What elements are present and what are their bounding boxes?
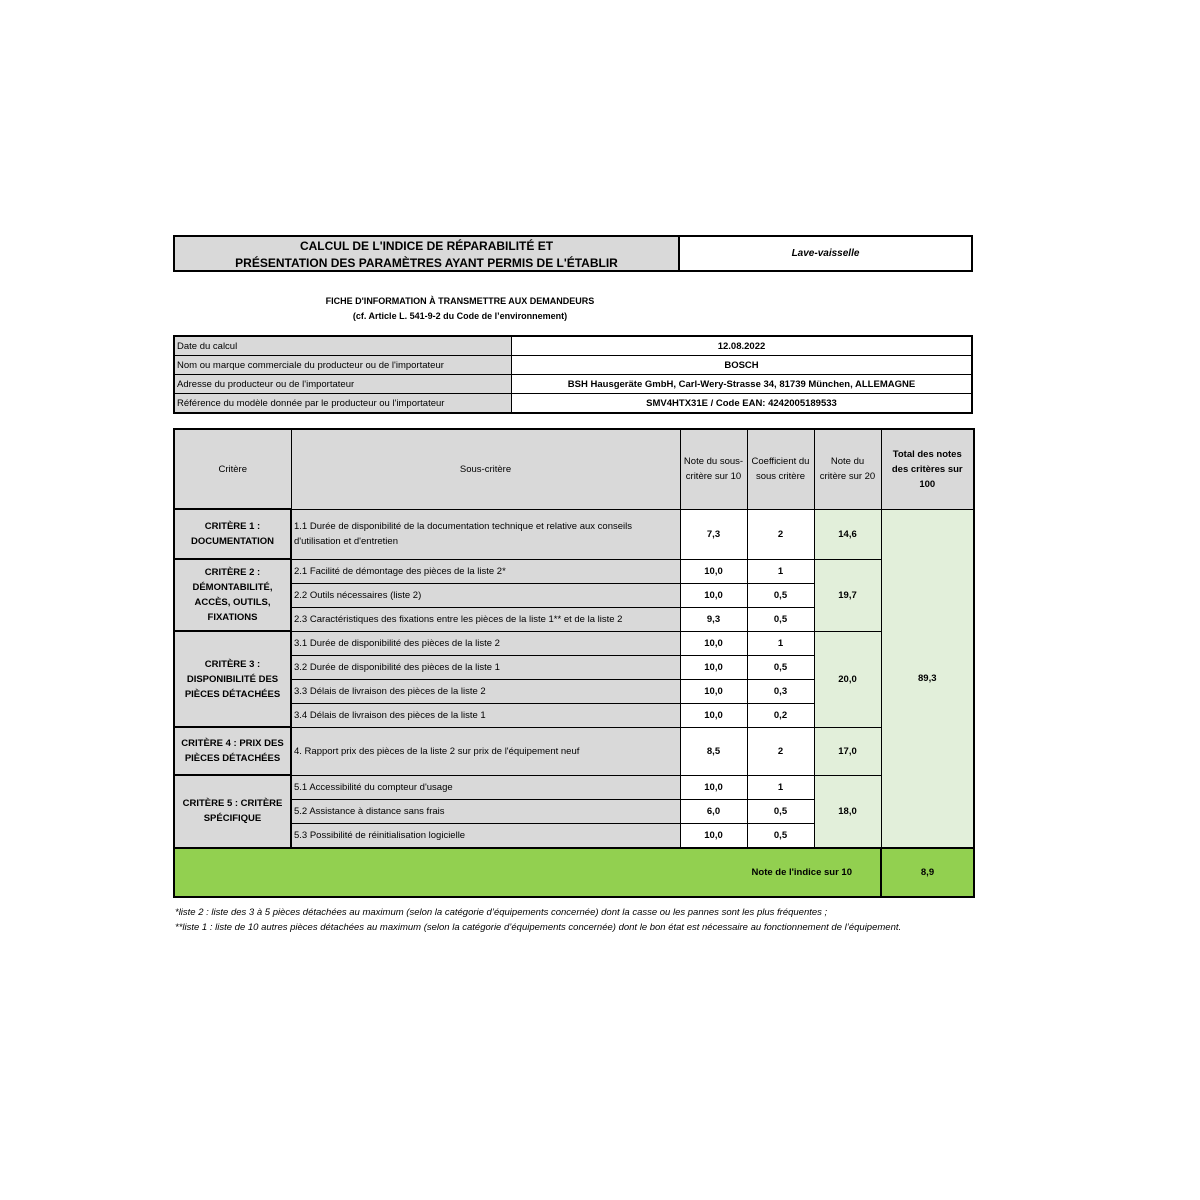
sub-criterion-note: 10,0 — [680, 775, 747, 799]
sub-criterion-note: 10,0 — [680, 631, 747, 655]
sub-criterion-label: 1.1 Durée de disponibilité de la documentation technique et relative aux conseils d'utilisation et d'entretien — [291, 509, 680, 559]
total-100: 89,3 — [881, 509, 974, 848]
criterion-name: CRITÈRE 3 : DISPONIBILITÉ DES PIÈCES DÉTACHÉES — [174, 631, 291, 727]
sub-criterion-coef: 1 — [747, 775, 814, 799]
sub-criterion-coef: 0,5 — [747, 823, 814, 848]
sub-criterion-coef: 2 — [747, 727, 814, 775]
header-coefficient: Coefficient du sous critère — [747, 429, 814, 509]
sub-criterion-note: 10,0 — [680, 583, 747, 607]
sub-criterion-coef: 2 — [747, 509, 814, 559]
header-sous-critere: Sous-critère — [291, 429, 680, 509]
info-label: Date du calcul — [174, 336, 512, 356]
info-label: Référence du modèle donnée par le producteur ou l'importateur — [174, 394, 512, 414]
product-type: Lave-vaisselle — [678, 235, 973, 272]
sub-criterion-note: 10,0 — [680, 703, 747, 727]
criterion-note-20: 20,0 — [814, 631, 881, 727]
sub-criterion-coef: 1 — [747, 559, 814, 583]
sub-criterion-coef: 0,5 — [747, 655, 814, 679]
fiche-line-1: FICHE D'INFORMATION À TRANSMETTRE AUX DEMANDEURS — [325, 296, 595, 306]
table-row — [174, 509, 974, 559]
sub-criterion-label: 4. Rapport prix des pièces de la liste 2 sur prix de l'équipement neuf — [291, 727, 680, 775]
sub-criterion-label: 2.2 Outils nécessaires (liste 2) — [291, 583, 680, 607]
info-row — [174, 394, 972, 414]
criterion-note-20: 17,0 — [814, 727, 881, 775]
info-label: Adresse du producteur ou de l'importateur — [174, 375, 512, 394]
sub-criterion-coef: 1 — [747, 631, 814, 655]
sub-criterion-label: 2.1 Facilité de démontage des pièces de la liste 2* — [291, 559, 680, 583]
final-score-row — [174, 848, 974, 897]
sub-criterion-note: 10,0 — [680, 655, 747, 679]
sub-criterion-note: 8,5 — [680, 727, 747, 775]
sub-criterion-label: 3.3 Délais de livraison des pièces de la liste 2 — [291, 679, 680, 703]
sub-criterion-label: 2.3 Caractéristiques des fixations entre les pièces de la liste 1** et de la liste 2 — [291, 607, 680, 631]
sub-criterion-note: 6,0 — [680, 799, 747, 823]
criterion-name: CRITÈRE 2 : DÉMONTABILITÉ, ACCÈS, OUTILS, FIXATIONS — [174, 559, 291, 631]
sub-criterion-coef: 0,2 — [747, 703, 814, 727]
sub-criterion-label: 3.4 Délais de livraison des pièces de la liste 1 — [291, 703, 680, 727]
criterion-note-20: 14,6 — [814, 509, 881, 559]
title-line-1: CALCUL DE L'INDICE DE RÉPARABILITÉ ET — [299, 239, 554, 253]
sub-criterion-coef: 0,5 — [747, 799, 814, 823]
final-score-value: 8,9 — [881, 848, 974, 897]
footnote-liste-1: **liste 1 : liste de 10 autres pièces détachées au maximum (selon la catégorie d’équipements concernée) dont le bon état est nécessaire au fonctionnement de l’équipement. — [175, 922, 902, 933]
criterion-note-20: 18,0 — [814, 775, 881, 848]
sub-criterion-coef: 0,3 — [747, 679, 814, 703]
header-critere: Critère — [174, 429, 291, 509]
sub-criterion-coef: 0,5 — [747, 583, 814, 607]
table-row — [174, 727, 974, 775]
table-row — [174, 631, 974, 655]
header-note-sur-20: Note du critère sur 20 — [814, 429, 881, 509]
final-score-label: Note de l'indice sur 10 — [174, 848, 881, 897]
sub-criterion-label: 3.2 Durée de disponibilité des pièces de la liste 1 — [291, 655, 680, 679]
fiche-heading — [240, 294, 680, 324]
document-title — [173, 235, 680, 272]
footnote-liste-2: *liste 2 : liste des 3 à 5 pièces détachées au maximum (selon la catégorie d’équipements concernée) dont la casse ou les pannes sont les plus fréquentes ; — [175, 907, 828, 918]
title-line-2: PRÉSENTATION DES PARAMÈTRES AYANT PERMIS DE L'ÉTABLIR — [235, 256, 618, 270]
sub-criterion-coef: 0,5 — [747, 607, 814, 631]
info-value: SMV4HTX31E / Code EAN: 4242005189533 — [512, 394, 973, 414]
sub-criterion-note: 10,0 — [680, 823, 747, 848]
info-table — [173, 335, 973, 414]
sub-criterion-label: 3.1 Durée de disponibilité des pièces de la liste 2 — [291, 631, 680, 655]
info-row — [174, 336, 972, 356]
criterion-note-20: 19,7 — [814, 559, 881, 631]
sub-criterion-label: 5.1 Accessibilité du compteur d'usage — [291, 775, 680, 799]
info-row — [174, 375, 972, 394]
criterion-name: CRITÈRE 5 : CRITÈRE SPÉCIFIQUE — [174, 775, 291, 848]
header-total: Total des notes des critères sur 100 — [881, 429, 974, 509]
info-value: BSH Hausgeräte GmbH, Carl-Wery-Strasse 34, 81739 München, ALLEMAGNE — [512, 375, 973, 394]
fiche-line-2: (cf. Article L. 541-9-2 du Code de l’environnement) — [352, 311, 568, 321]
info-label: Nom ou marque commerciale du producteur ou de l'importateur — [174, 356, 512, 375]
sub-criterion-note: 10,0 — [680, 679, 747, 703]
sub-criterion-note: 7,3 — [680, 509, 747, 559]
criterion-name: CRITÈRE 1 : DOCUMENTATION — [174, 509, 291, 559]
sub-criterion-label: 5.3 Possibilité de réinitialisation logicielle — [291, 823, 680, 848]
sub-criterion-note: 10,0 — [680, 559, 747, 583]
criterion-name: CRITÈRE 4 : PRIX DES PIÈCES DÉTACHÉES — [174, 727, 291, 775]
sub-criterion-label: 5.2 Assistance à distance sans frais — [291, 799, 680, 823]
table-row — [174, 775, 974, 799]
table-header-row — [174, 429, 974, 509]
info-value: BOSCH — [512, 356, 973, 375]
info-value: 12.08.2022 — [512, 336, 973, 356]
sub-criterion-note: 9,3 — [680, 607, 747, 631]
scoring-table — [173, 428, 975, 898]
info-row — [174, 356, 972, 375]
table-row — [174, 559, 974, 583]
header-note-sur-10: Note du sous-critère sur 10 — [680, 429, 747, 509]
